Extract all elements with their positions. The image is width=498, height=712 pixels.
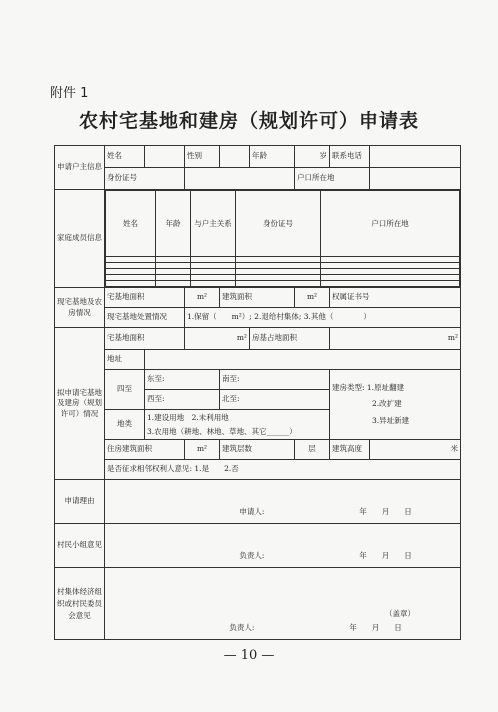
land-type-label: 地类 [105, 410, 145, 440]
neighbor-consent[interactable]: 是否征求相邻权利人意见: 1.是 2.否 [105, 460, 461, 480]
address-field[interactable] [145, 350, 461, 370]
phone-field[interactable] [370, 146, 461, 168]
current-build-unit[interactable]: m² [295, 288, 330, 308]
land-type-option-1[interactable]: 1.建设用地 2.未利用地 [147, 413, 229, 422]
group-section-label: 村民小组意见 [55, 524, 105, 568]
form-title: 农村宅基地和建房（规划许可）申请表 [78, 110, 419, 132]
build-type-option-2[interactable]: 2.改扩建 [372, 399, 402, 409]
hukou-field[interactable] [370, 168, 461, 190]
gender-label: 性别 [185, 146, 220, 168]
age-field[interactable]: 岁 [295, 146, 330, 168]
village-date[interactable]: 年 月 日 [349, 622, 402, 632]
current-land-unit[interactable]: m² [185, 288, 220, 308]
house-area-unit[interactable]: m² [185, 440, 220, 460]
current-build-area-label: 建筑面积 [220, 288, 295, 308]
disposal-label: 现宅基地处置情况 [105, 308, 185, 328]
hukou-label: 户口所在地 [295, 168, 370, 190]
seal-label: （盖章） [385, 608, 415, 618]
address-label: 地址 [105, 350, 145, 370]
group-signature[interactable]: 负责人: [239, 550, 265, 560]
page-number: — 10 — [223, 648, 275, 663]
gender-field[interactable] [220, 146, 250, 168]
reason-section-label: 申请理由 [55, 480, 105, 524]
family-section-label: 家庭成员信息 [55, 190, 105, 288]
north-field[interactable]: 北至: [220, 390, 330, 410]
name-label: 姓名 [105, 146, 145, 168]
phone-label: 联系电话 [330, 146, 370, 168]
applicant-signature[interactable]: 申请人: [239, 506, 265, 516]
group-date[interactable]: 年 月 日 [359, 550, 412, 560]
reason-date[interactable]: 年 月 日 [359, 506, 412, 516]
family-header-relation: 与户主关系 [191, 191, 236, 257]
floors-label: 建筑层数 [220, 440, 295, 460]
cert-label: 权属证书号 [330, 288, 461, 308]
proposed-land-area-label: 宅基地面积 [105, 328, 185, 350]
proposed-land-unit[interactable]: m² [185, 328, 250, 350]
build-type-option-3[interactable]: 3.异址新建 [372, 415, 410, 425]
id-label: 身份证号 [105, 168, 185, 190]
village-section-label: 村集体经济组织或村民委员会意见 [55, 568, 105, 640]
age-label: 年龄 [250, 146, 295, 168]
id-field[interactable] [185, 168, 295, 190]
footprint-label: 房基占地面积 [250, 328, 330, 350]
attachment-label: 附件 1 [50, 86, 89, 101]
land-type-option-2[interactable]: 3.农用地（耕地、林地、草地、其它______） [147, 426, 297, 436]
current-land-area-label: 宅基地面积 [105, 288, 185, 308]
current-section-label: 现宅基地及农房情况 [55, 288, 105, 328]
proposed-section-label: 拟申请宅基地及建房（规划许可）情况 [55, 328, 105, 480]
south-field[interactable]: 南至: [220, 370, 330, 390]
height-label: 建筑高度 [330, 440, 370, 460]
build-type-label: 建房类型: 1.原址翻建 [332, 382, 405, 392]
sizhi-label: 四至 [105, 370, 145, 410]
house-area-label: 住房建筑面积 [105, 440, 185, 460]
floors-unit[interactable]: 层 [295, 440, 330, 460]
family-header-hukou: 户口所在地 [321, 191, 460, 257]
application-form [54, 145, 461, 640]
height-unit[interactable]: 米 [370, 440, 461, 460]
east-field[interactable]: 东至: [145, 370, 220, 390]
family-row [106, 281, 460, 287]
applicant-section-label: 申请户主信息 [55, 146, 105, 190]
west-field[interactable]: 西至: [145, 390, 220, 410]
village-signature[interactable]: 负责人: [229, 622, 255, 632]
family-table [105, 190, 460, 287]
family-header-name: 姓名 [106, 191, 156, 257]
family-header-age: 年龄 [156, 191, 191, 257]
family-header-id: 身份证号 [236, 191, 321, 257]
disposal-options[interactable]: 1.保留（ m²）; 2.退给村集体; 3.其他（ ） [185, 308, 461, 328]
footprint-unit[interactable]: m² [330, 328, 461, 350]
name-field[interactable] [145, 146, 185, 168]
